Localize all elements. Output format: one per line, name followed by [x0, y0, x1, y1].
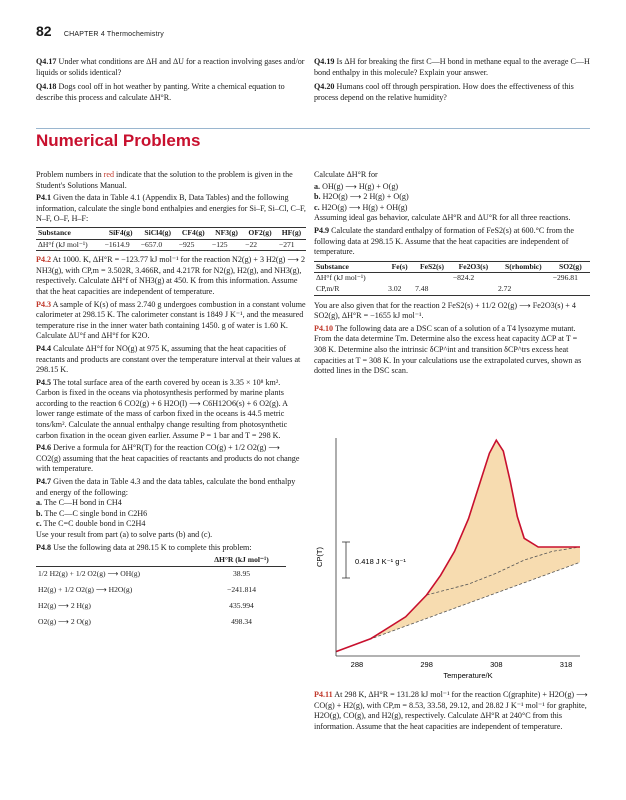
problem-p41: P4.1 Given the data in Table 4.1 (Appendix B, Data Tables) and the following information, calculate the single bond enthalpies and energies for Si–F, Si–Cl, C–F, N–F, O–F, H–F:: [36, 193, 306, 224]
table-reactions: ΔH°R (kJ mol⁻¹) 1/2 H2(g) + 1/2 O2(g) ⟶ OH(g) 38.95 H2(g) + 1/2 O2(g) ⟶ H2O(g) −241.814 H2(g) ⟶ 2 H(g) 435.994 O2(g) ⟶ 2 O(g) 498.34: [36, 555, 286, 631]
problem-p47: P4.7 Given the data in Table 4.3 and the data tables, calculate the bond enthalpy and energy of the following:: [36, 477, 296, 497]
problem-p43: P4.3 A sample of K(s) of mass 2.740 g undergoes combustion in a constant volume calorimeter at 298.15 K. The calorimeter constant is 1849 J K⁻¹, and the measured temperature rise in the inner water bath containing 1450. g of water is 1.60 K. Calculate ΔU°f and ΔH°f for K2O.: [36, 299, 306, 341]
r-top-text: Calculate ΔH°R for: [314, 170, 378, 179]
question: Q4.20 Humans cool off through perspiration. How does the effectiveness of this process depend on the relative humidity?: [314, 82, 574, 102]
scale-bar: [342, 542, 350, 578]
table-fes2: Substance Fe(s) FeS2(s) Fe2O3(s) S(rhombic) SO2(g) ΔH°f (kJ mol⁻¹) −824.2 −296.81 CP,m/R 3.02 7.48 2.72: [314, 261, 590, 296]
p49-tail: You are also given that for the reaction 2 FeS2(s) + 11/2 O2(g) ⟶ Fe2O3(s) + 4 SO2(g), ΔH°R = −1655 kJ mol⁻¹.: [314, 300, 576, 321]
top-right-questions: [314, 57, 590, 107]
problem-p411: P4.11 At 298 K, ΔH°R = 131.28 kJ mol⁻¹ for the reaction C(graphite) + H2O(g) ⟶ CO(g) + H2(g), with CP,m = 8.53, 33.58, 29.12, and 28.82 J K⁻¹ mol⁻¹ for graphite, H2O(g), CO(g), and H2(g), respectively. Calculate ΔH°R at 240°C from this information. Assume that the heat capacities are independent of temperature.: [314, 690, 588, 731]
problem-p44: P4.4 Calculate ΔH°f for NO(g) at 975 K, assuming that the heat capacities of reactants and products are constant over the temperature interval at their values at 298.15 K.: [36, 343, 301, 375]
question: Q4.17 Under what conditions are ΔH and ΔU for a reaction involving gases and/or liquids or solids identical?: [36, 57, 305, 77]
r-top-tail: Assuming ideal gas behavior, calculate ΔH°R and ΔU°R for all three reactions.: [314, 213, 571, 223]
p47-tail: Use your result from part (a) to solve parts (b) and (c).: [36, 530, 213, 539]
chapter-title: CHAPTER 4 Thermochemistry: [63, 31, 164, 38]
p411-block: [314, 690, 590, 734]
list-item: c. H2O(g) ⟶ H(g) + OH(g): [314, 202, 408, 212]
section-divider: [36, 128, 590, 129]
question: Q4.19 Is ΔH for breaking the first C—H bond in methane equal to the average C—H bond enthalpy in this molecule? Explain your answer.: [314, 57, 590, 77]
x-axis-label: Temperature/K: [443, 671, 493, 680]
list-item: c. The C=C double bond in C2H4: [36, 519, 146, 529]
problem-p46: P4.6 Derive a formula for ΔH°R(T) for the reaction CO(g) + 1/2 O2(g) ⟶ CO2(g) assuming that the heat capacities of reactants and products do not change with temperature.: [36, 443, 300, 474]
problem-p48: P4.8 Use the following data at 298.15 K to complete this problem:: [36, 542, 252, 552]
list-item: b. H2O(g) ⟶ 2 H(g) + O(g): [314, 192, 409, 202]
table-bond-data: Substance SiF4(g) SiCl4(g) CF4(g) NF3(g) OF2(g) HF(g) ΔH°f (kJ mol⁻¹) −1614.9 −657.0 −925 −125 −22 −271: [36, 227, 306, 251]
page-number: 82: [36, 23, 52, 39]
x-tick-label: 288: [350, 660, 364, 669]
x-tick-label: 298: [420, 660, 433, 669]
problem-p49: P4.9 Calculate the standard enthalpy of formation of FeS2(s) at 600.°C from the following data at 298.15 K. Assume that the heat capacities are independent of temperature.: [314, 225, 574, 257]
problem-p42: P4.2 At 1000. K, ΔH°R = −123.77 kJ mol⁻¹ for the reaction N2(g) + 3 H2(g) ⟶ 2 NH3(g), with CP,m = 3.502R, 3.466R, and 4.217R for N2(g), H2(g), and NH3(g), respectively. Calculate ΔH°f of NH3(g) at 450. K from this information. Assume that the heat capacities are independent of temperature.: [36, 255, 306, 296]
problem-p45: P4.5 The total surface area of the earth covered by ocean is 3.35 × 10⁸ km². Carbon is fixed in the oceans via photosynthesis performed by marine plants according to the reaction 6 CO2(g) + 6 H2O(l) ⟶ C6H12O6(s) + 6 O2(g). A lower range estimate of the mass of carbon fixed in the oceans is 44.5 metric tons/km². Calculate the annual enthalpy change resulting from photosynthetic carbon fixation in the ocean given earlier. Assume P = 1 bar and T = 298 K.: [36, 377, 288, 440]
page-header: [36, 23, 164, 41]
right-column: [314, 170, 590, 379]
section-title: Numerical Problems: [36, 131, 201, 150]
scale-annotation: 0.418 J K⁻¹ g⁻¹: [355, 557, 406, 566]
top-left-questions: [36, 57, 306, 107]
x-tick-label: 318: [559, 660, 573, 669]
list-item: a. OH(g) ⟶ H(g) + O(g): [314, 181, 399, 191]
x-tick-label: 308: [490, 660, 503, 669]
problem-p410: P4.10 The following data are a DSC scan of a solution of a T4 lysozyme mutant. From the data determine Tm. Determine also the excess heat capacity ΔCP at T = 308 K. Determine also the intrinsic δCP^int and transition δCP^trs excess heat capacities at T = 308 K. In your calculations use the extrapolated curves, shown as dotted lines in the DSC scan.: [314, 323, 582, 376]
list-item: a. The C—H bond in CH4: [36, 498, 122, 508]
transition-area-fill: [336, 440, 580, 651]
dsc-chart: [308, 432, 590, 682]
left-column: [36, 170, 306, 631]
y-axis-label: CP(T): [315, 547, 324, 567]
list-item: b. The C—C single bond in C2H6: [36, 508, 148, 518]
intro-note: Problem numbers in red indicate that the solution to the problem is given in the Student's Solutions Manual.: [36, 170, 293, 190]
question: Q4.18 Dogs cool off in hot weather by panting. Write a chemical equation to describe this process and calculate ΔH°R.: [36, 82, 285, 102]
